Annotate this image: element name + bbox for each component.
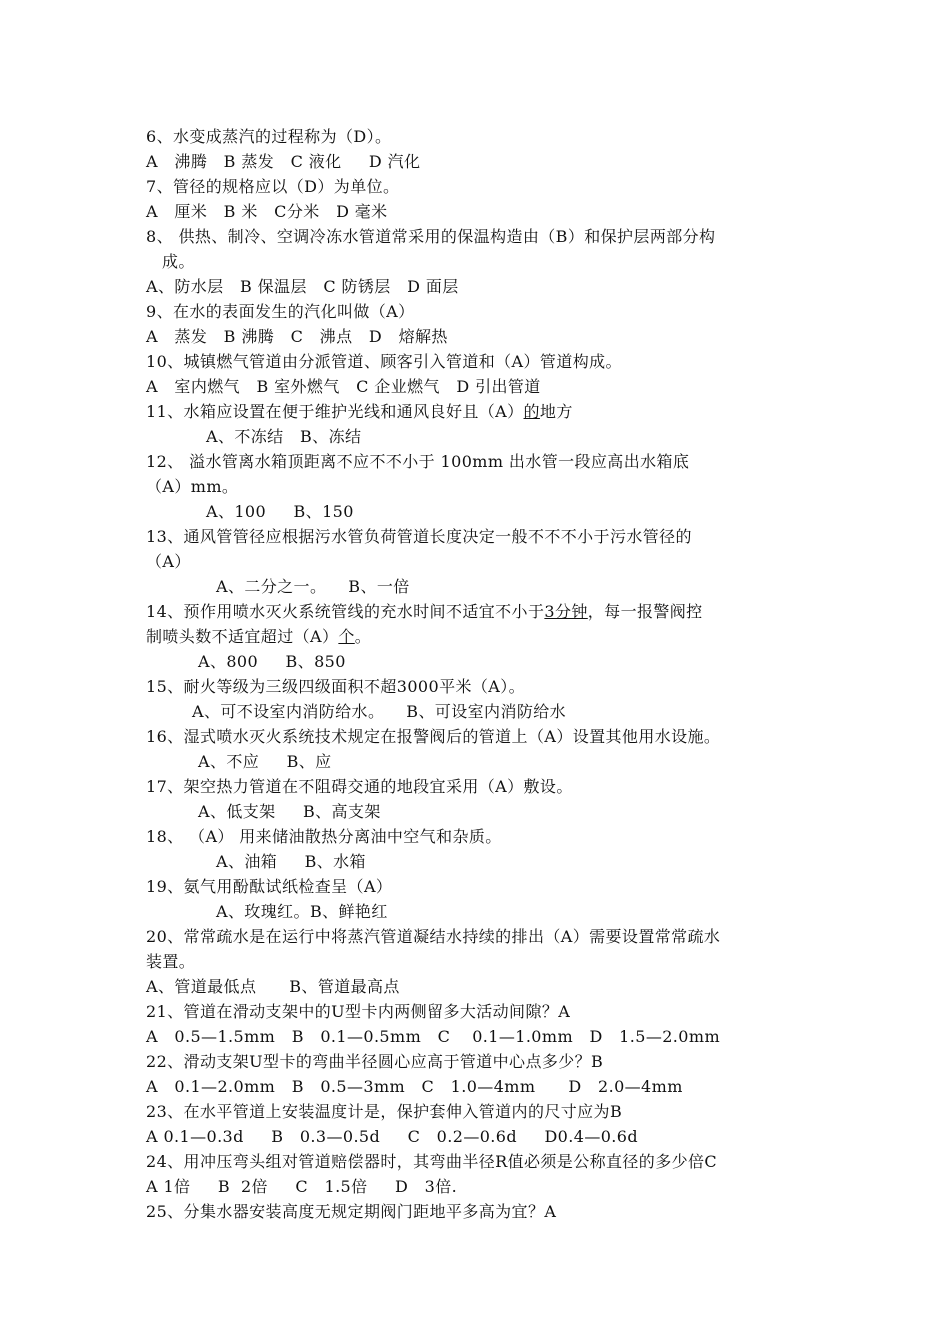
options-7: A 厘米 B 米 C分米 D 毫米 <box>146 202 388 221</box>
options-16: A、不应 B、应 <box>198 752 332 771</box>
question-14-underlined: 3分钟 <box>544 602 588 621</box>
question-11-underlined: 的 <box>523 402 540 421</box>
options-24: A 1倍 B 2倍 C 1.5倍 D 3倍. <box>146 1177 458 1196</box>
question-10: 10、城镇燃气管道由分派管道、顾客引入管道和（A）管道构成。 <box>146 352 622 371</box>
question-6: 6、水变成蒸汽的过程称为（D）。 <box>146 127 392 146</box>
question-14-text-end: ，每一报警阀控 <box>587 602 703 621</box>
options-11: A、不冻结 B、冻结 <box>206 427 362 446</box>
question-7: 7、管径的规格应以（D）为单位。 <box>146 177 400 196</box>
question-11-text: 11、水箱应设置在便于维护光线和通风良好且（A） <box>146 402 524 421</box>
options-23: A 0.1—0.3d B 0.3—0.5d C 0.2—0.6d D0.4—0.6d <box>146 1127 639 1146</box>
options-22: A 0.1—2.0mm B 0.5—3mm C 1.0—4mm D 2.0—4mm <box>146 1077 683 1096</box>
question-25: 25、分集水器安装高度无规定期阀门距地平多高为宜？A <box>146 1202 557 1221</box>
options-8: A、防水层 B 保温层 C 防锈层 D 面层 <box>146 277 459 296</box>
options-10: A 室内燃气 B 室外燃气 C 企业燃气 D 引出管道 <box>146 377 541 396</box>
options-20: A、管道最低点 B、管道最高点 <box>146 977 400 996</box>
question-23: 23、在水平管道上安装温度计是，保护套伸入管道内的尺寸应为B <box>146 1102 623 1121</box>
options-17: A、低支架 B、高支架 <box>198 802 381 821</box>
question-11-end: 地方 <box>539 402 573 421</box>
question-14 <box>146 599 816 624</box>
question-14-cont-text: 制喷头数不适宜超过（A） <box>146 627 339 646</box>
question-13: 13、通风管管径应根据污水管负荷管道长度决定一般不不不小于污水管径的 <box>146 527 692 546</box>
question-9: 9、在水的表面发生的汽化叫做（A） <box>146 302 415 321</box>
options-6: A 沸腾 B 蒸发 C 液化 D 汽化 <box>146 152 421 171</box>
question-18: 18、 （A） 用来储油散热分离油中空气和杂质。 <box>146 827 502 846</box>
options-13: A、二分之一。 B、一倍 <box>216 577 410 596</box>
question-19: 19、氨气用酚酞试纸检查呈（A） <box>146 877 393 896</box>
question-16: 16、湿式喷水灭火系统技术规定在报警阀后的管道上（A）设置其他用水设施。 <box>146 727 721 746</box>
options-12: A、100 B、150 <box>206 502 354 521</box>
question-13-cont: （A） <box>146 552 191 571</box>
options-15: A、可不设室内消防给水。 B、可设室内消防给水 <box>192 702 567 721</box>
question-8-cont: 成。 <box>162 252 195 271</box>
question-8: 8、 供热、制冷、空调冷冻水管道常采用的保温构造由（B）和保护层两部分构 <box>146 227 716 246</box>
options-14: A、800 B、850 <box>198 652 346 671</box>
question-14-text: 14、预作用喷水灭火系统管线的充水时间不适宜不小于 <box>146 602 545 621</box>
question-14-cont-underlined: 个 <box>338 627 355 646</box>
question-20: 20、常常疏水是在运行中将蒸汽管道凝结水持续的排出（A）需要设置常常疏水 <box>146 927 721 946</box>
question-21: 21、管道在滑动支架中的U型卡内两侧留多大活动间隙？A <box>146 1002 571 1021</box>
question-22: 22、滑动支架U型卡的弯曲半径圆心应高于管道中心点多少？B <box>146 1052 604 1071</box>
question-list <box>146 124 816 1224</box>
question-14-cont-end: 。 <box>354 627 372 646</box>
question-24: 24、用冲压弯头组对管道赔偿器时，其弯曲半径R值必须是公称直径的多少倍C <box>146 1152 718 1171</box>
question-12: 12、 溢水管离水箱顶距离不应不不小于 100mm 出水管一段应高出水箱底 <box>146 452 690 471</box>
options-18: A、油箱 B、水箱 <box>216 852 366 871</box>
question-15: 15、耐火等级为三级四级面积不超3000平米（A）。 <box>146 677 526 696</box>
options-9: A 蒸发 B 沸腾 C 沸点 D 熔解热 <box>146 327 448 346</box>
question-12-cont: （A）mm。 <box>146 477 239 496</box>
question-14-cont <box>146 624 816 649</box>
question-20-cont: 装置。 <box>146 952 196 971</box>
options-19: A、玫瑰红。B、鲜艳红 <box>216 902 388 921</box>
question-11 <box>146 399 816 424</box>
options-21: A 0.5—1.5mm B 0.1—0.5mm C 0.1—1.0mm D 1.5—2.0mm <box>146 1027 721 1046</box>
question-17: 17、架空热力管道在不阻碍交通的地段宜采用（A）敷设。 <box>146 777 573 796</box>
